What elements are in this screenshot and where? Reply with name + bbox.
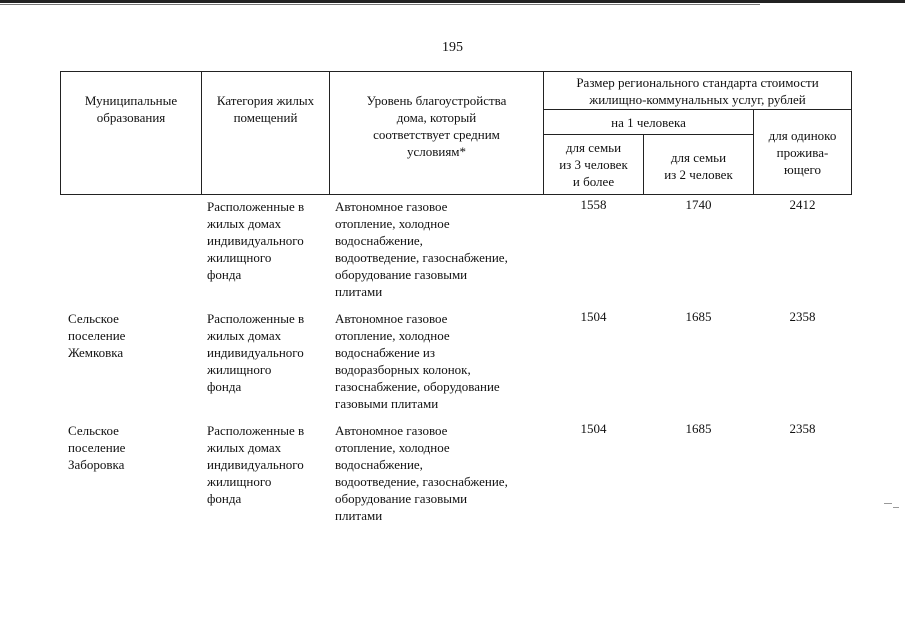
row1-family3-value: 1558 bbox=[580, 197, 607, 212]
row1-family2-value: 1740 bbox=[685, 197, 712, 212]
row3-category: Расположенные в жилых домах индивидуального жилищного фонда bbox=[207, 423, 305, 506]
row2-family3-value: 1504 bbox=[580, 309, 607, 324]
row3-single-value: 2358 bbox=[789, 421, 816, 436]
header-category: Категория жилых помещений bbox=[216, 93, 315, 125]
row2-single-value: 2358 bbox=[789, 309, 816, 324]
header-regional-standard: Размер регионального стандарта стоимости жилищно-коммунальных услуг, рублей bbox=[576, 75, 819, 107]
per-person-subheader-line bbox=[543, 134, 753, 135]
scan-edge-line bbox=[0, 4, 760, 5]
header-per-person: на 1 человека bbox=[611, 115, 686, 130]
table-right-border bbox=[851, 71, 852, 195]
scan-speck bbox=[884, 503, 892, 504]
table-header-bottom-border bbox=[60, 194, 852, 195]
scan-edge-top bbox=[0, 0, 905, 3]
header-family-2: для семьи из 2 человек bbox=[664, 150, 733, 182]
table-left-border bbox=[60, 71, 61, 195]
col-divider-1 bbox=[201, 71, 202, 195]
row2-category: Расположенные в жилых домах индивидуального жилищного фонда bbox=[207, 311, 305, 394]
row1-single-value: 2412 bbox=[789, 197, 816, 212]
row3-municipality: Сельское поселение Заборовка bbox=[68, 423, 126, 472]
header-municipality: Муниципальные образования bbox=[84, 93, 178, 125]
row2-level: Автономное газовое отопление, холодное водоснабжение из водоразборных колонок, газоснабжение, оборудование газовыми плитами bbox=[335, 311, 500, 411]
header-improvement-level: Уровень благоустройства дома, который соответствует средним условиям* bbox=[366, 93, 507, 159]
row3-family3-value: 1504 bbox=[580, 421, 607, 436]
row2-municipality: Сельское поселение Жемковка bbox=[68, 311, 126, 360]
header-single: для одиноко прожива- ющего bbox=[768, 128, 837, 177]
row1-level: Автономное газовое отопление, холодное водоснабжение, водоотведение, газоснабжение, оборудование газовыми плитами bbox=[335, 199, 508, 299]
row3-family2-value: 1685 bbox=[685, 421, 712, 436]
header-family-3: для семьи из 3 человек и более bbox=[559, 140, 628, 189]
row2-family2-value: 1685 bbox=[685, 309, 712, 324]
table-top-border bbox=[60, 71, 852, 72]
standard-subheader-line bbox=[543, 109, 852, 110]
row3-level: Автономное газовое отопление, холодное водоснабжение, водоотведение, газоснабжение, оборудование газовыми плитами bbox=[335, 423, 508, 523]
row1-category: Расположенные в жилых домах индивидуального жилищного фонда bbox=[207, 199, 305, 282]
page-number: 195 bbox=[442, 40, 463, 55]
scan-speck bbox=[893, 507, 899, 508]
